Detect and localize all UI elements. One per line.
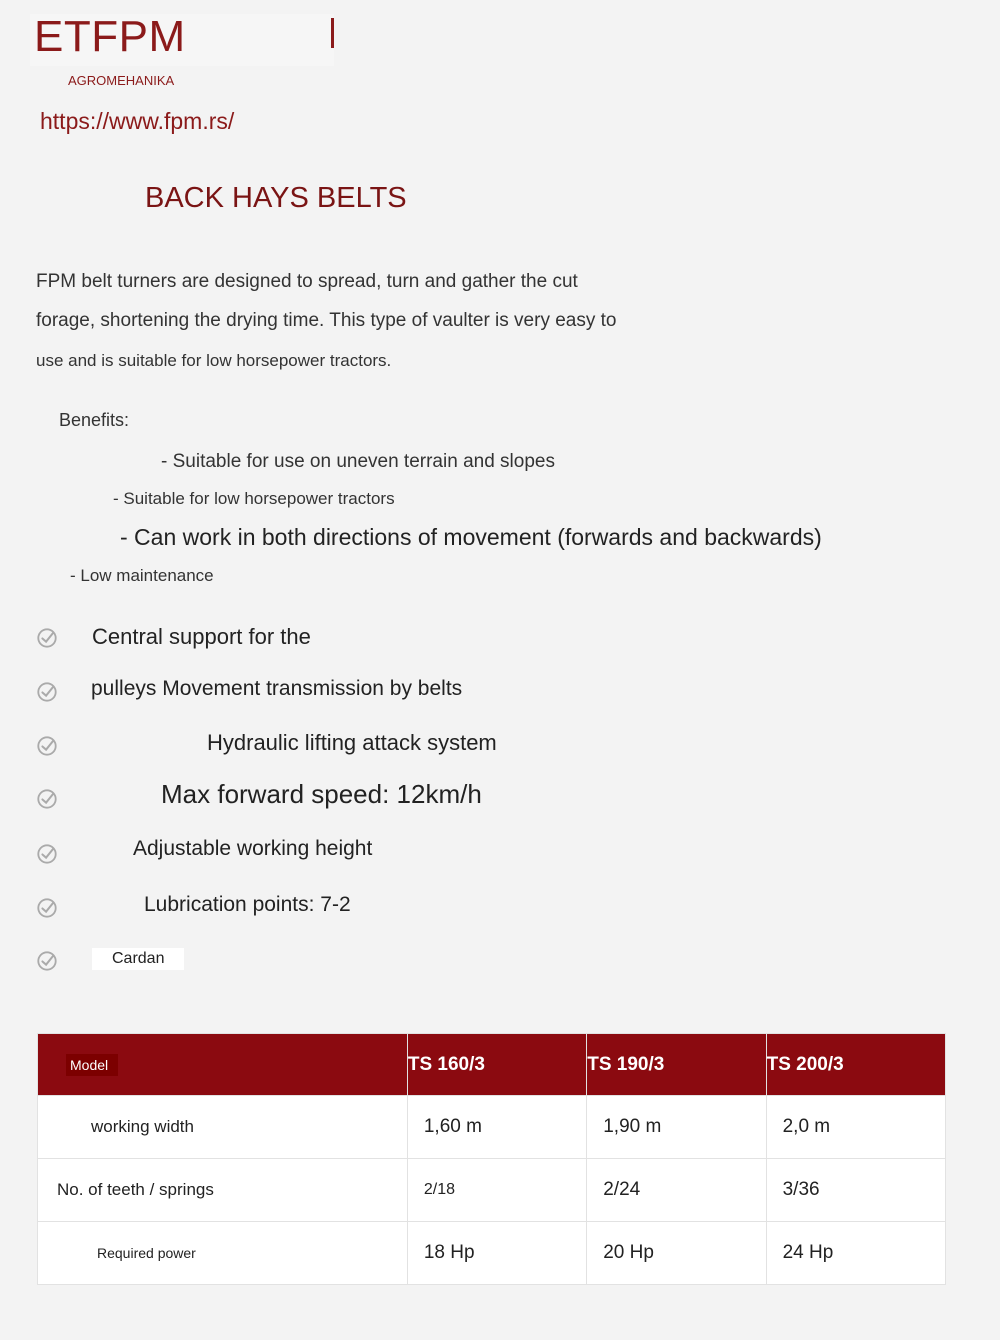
table-cell: 2/18 (407, 1159, 586, 1222)
check-circle-icon (36, 627, 58, 649)
feature-item: Hydraulic lifting attack system (207, 730, 497, 755)
feature-item: Central support for the (92, 624, 311, 649)
benefit-item: - Suitable for use on uneven terrain and slopes (161, 451, 555, 472)
check-circle-icon (36, 788, 58, 810)
check-circle-icon (36, 735, 58, 757)
table-cell-label: No. of teeth / springs (38, 1159, 408, 1222)
table-cell-label: working width (38, 1096, 408, 1159)
feature-item: Lubrication points: 7-2 (144, 893, 351, 916)
benefits-title: Benefits: (59, 410, 130, 430)
table-cell: 24 Hp (766, 1222, 945, 1285)
feature-item: Max forward speed: 12km/h (161, 779, 482, 809)
table-cell: 20 Hp (587, 1222, 766, 1285)
table-header-cell (38, 1034, 408, 1096)
table-cell: 2,0 m (766, 1096, 945, 1159)
table-cell: 2/24 (587, 1159, 766, 1222)
page-title: BACK HAYS BELTS (145, 182, 407, 214)
benefit-item: - Can work in both directions of movement (forwards and backwards) (120, 524, 822, 550)
feature-item: Adjustable working height (133, 837, 373, 860)
table-header-cell: TS 190/3 (587, 1034, 766, 1096)
benefit-item: - Low maintenance (70, 566, 214, 585)
table-cell: 1,90 m (587, 1096, 766, 1159)
table-header-cell: TS 200/3 (766, 1034, 945, 1096)
description-line-2: forage, shortening the drying time. This type of vaulter is very easy to (36, 310, 617, 331)
description-line-3: use and is suitable for low horsepower tractors. (36, 351, 392, 370)
table-cell: 18 Hp (407, 1222, 586, 1285)
brand-mark (331, 18, 334, 48)
table-row (38, 1159, 946, 1222)
table-cell: 1,60 m (407, 1096, 586, 1159)
check-circle-icon (36, 950, 58, 972)
description-line-1: FPM belt turners are designed to spread, turn and gather the cut (36, 271, 578, 292)
feature-item: pulleys Movement transmission by belts (91, 677, 463, 700)
specs-table (37, 1033, 946, 1285)
table-cell-label: Required power (38, 1222, 408, 1285)
brand-logo: ETFPM (34, 12, 186, 61)
table-row (38, 1222, 946, 1285)
model-label: Model (66, 1054, 118, 1076)
website-link[interactable]: https://www.fpm.rs/ (40, 108, 235, 134)
feature-item: Cardan (92, 948, 184, 970)
benefit-item: - Suitable for low horsepower tractors (113, 489, 395, 508)
table-header-row (38, 1034, 946, 1096)
check-circle-icon (36, 681, 58, 703)
table-header-cell: TS 160/3 (407, 1034, 586, 1096)
table-row (38, 1096, 946, 1159)
check-circle-icon (36, 897, 58, 919)
table-cell: 3/36 (766, 1159, 945, 1222)
check-circle-icon (36, 843, 58, 865)
brand-tagline: AGROMEHANIKA (68, 73, 175, 88)
